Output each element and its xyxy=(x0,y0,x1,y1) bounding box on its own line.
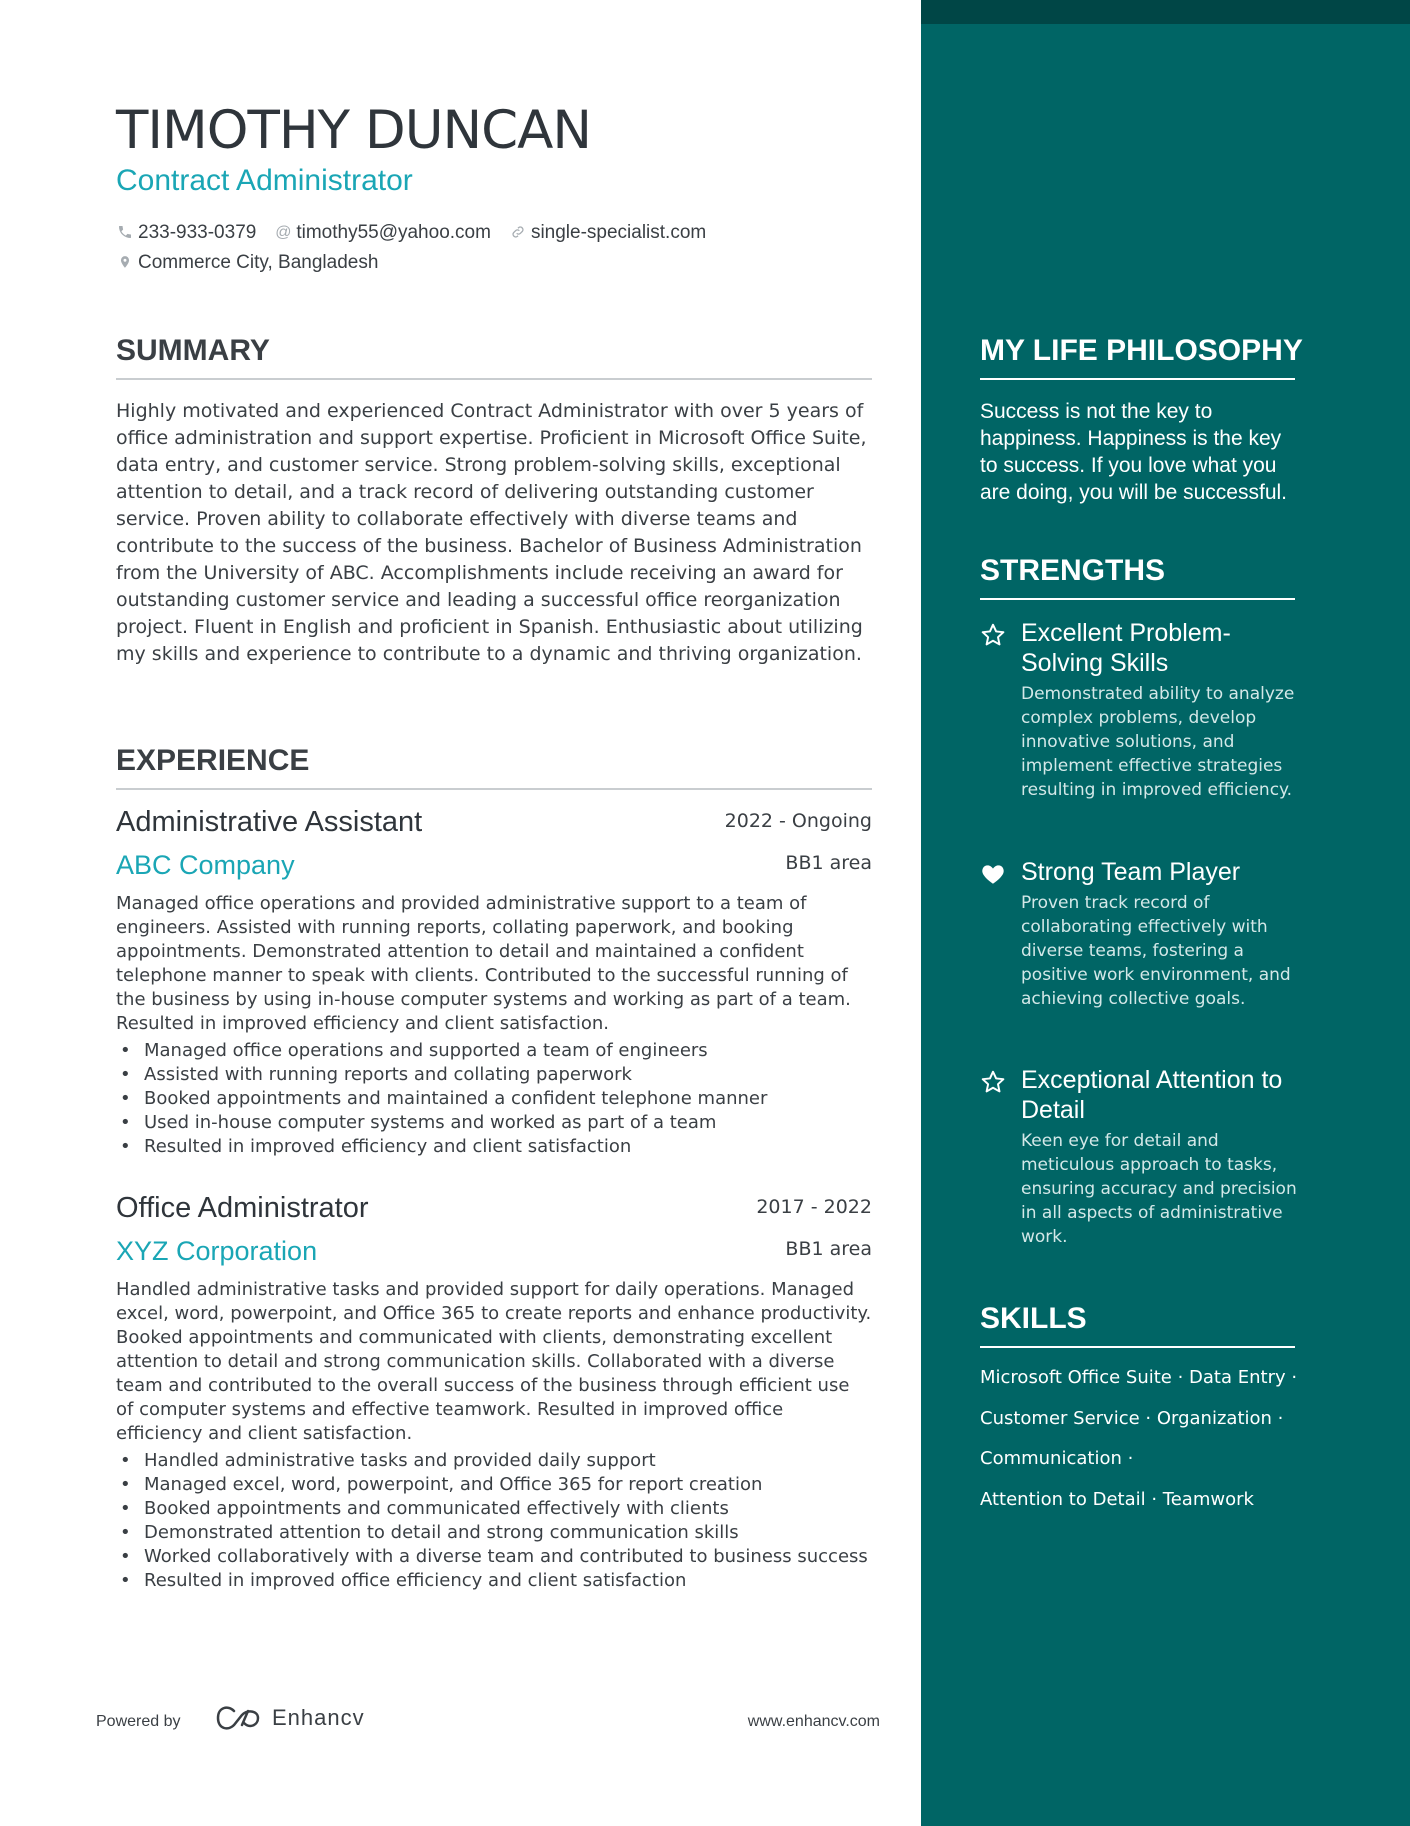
footer xyxy=(96,1705,880,1741)
list-item: • Used in-house computer systems and worked as part of a team xyxy=(116,1111,872,1135)
summary-heading: SUMMARY xyxy=(116,334,872,380)
list-item: • Managed office operations and supported a team of engineers xyxy=(116,1039,872,1063)
job-header xyxy=(116,1192,872,1236)
enhancv-logo-icon xyxy=(214,1705,262,1731)
list-item: • Managed excel, word, powerpoint, and Office 365 for report creation xyxy=(116,1473,872,1497)
job-bullets xyxy=(116,1449,872,1593)
skills-heading: SKILLS xyxy=(980,1302,1295,1348)
location-contact xyxy=(116,252,378,274)
list-item: • Resulted in improved office efficiency and client satisfaction xyxy=(116,1569,872,1593)
contact-row xyxy=(116,248,872,278)
job-subheader xyxy=(116,850,872,890)
phone-contact[interactable] xyxy=(116,222,256,244)
list-item: • Demonstrated attention to detail and strong communication skills xyxy=(116,1521,872,1545)
summary-text: Highly motivated and experienced Contract Administrator with over 5 years of office administration and support expertise. Proficient in Microsoft Office Suite, data entry, and customer service. Strong problem-solving skills, exceptional attention to detail, and a track record of delivering outstanding customer service. Proven ability to collaborate effectively with diverse teams and contribute to the success of the business. Bachelor of Business Administration from the University of ABC. Accomplishments include receiving an award for outstanding customer service and leading a successful office reorganization project. Fluent in English and proficient in Spanish. Enthusiastic about utilizing my skills and experience to contribute to a dynamic and thriving organization. xyxy=(116,400,867,665)
enhancv-logo[interactable] xyxy=(214,1705,365,1731)
website-contact[interactable] xyxy=(509,222,706,244)
skill-line: Attention to Detail · Teamwork xyxy=(980,1488,1254,1510)
phone-icon xyxy=(116,224,134,242)
candidate-name: TIMOTHY DUNCAN xyxy=(116,100,592,161)
strength-description: Demonstrated ability to analyze complex problems, develop innovative solutions, and implement effective strategies resulting in improved efficiency. xyxy=(1021,684,1295,800)
list-item: • Assisted with running reports and collating paperwork xyxy=(116,1063,872,1087)
job-description: Managed office operations and provided administrative support to a team of engineers. Assisted with running reports, collating paperwork, and booking appointments. Demonstrated attention to detail and maintained a confident telephone manner to speak with clients. Contributed to the successful running of the business by using in-house computer systems and working as part of a team. Resulted in improved efficiency and client satisfaction. xyxy=(116,893,851,1034)
job-bullets xyxy=(116,1039,872,1159)
link-icon xyxy=(509,224,527,242)
email-text: timothy55@yahoo.com xyxy=(296,222,491,243)
job-role: Administrative Assistant xyxy=(116,806,423,838)
job-header xyxy=(116,806,872,850)
strength-title: Strong Team Player xyxy=(1021,858,1241,886)
experience-heading: EXPERIENCE xyxy=(116,744,872,790)
heart-icon xyxy=(980,861,1006,887)
list-item: • Booked appointments and maintained a confident telephone manner xyxy=(116,1087,872,1111)
job-entry xyxy=(116,806,872,1159)
star-outline-icon xyxy=(980,1069,1006,1095)
strength-title: Exceptional Attention to Detail xyxy=(1021,1066,1283,1124)
strength-title: Excellent Problem-Solving Skills xyxy=(1021,619,1231,677)
map-pin-icon xyxy=(116,254,134,272)
email-contact[interactable] xyxy=(274,222,491,244)
job-company: XYZ Corporation xyxy=(116,1236,318,1266)
website-text: single-specialist.com xyxy=(530,222,707,243)
strength-description: Proven track record of collaborating effectively with diverse teams, fostering a positive work environment, and achieving collective goals. xyxy=(1021,893,1291,1009)
skill-line: Customer Service · Organization · xyxy=(980,1407,1284,1429)
powered-by-label: Powered by xyxy=(96,1713,181,1730)
strength-item xyxy=(980,857,1300,1011)
job-entry xyxy=(116,1192,872,1593)
job-location: BB1 area xyxy=(785,1238,872,1260)
list-item: • Booked appointments and communicated effectively with clients xyxy=(116,1497,872,1521)
job-company: ABC Company xyxy=(116,850,295,880)
contact-row xyxy=(116,218,872,248)
job-subheader xyxy=(116,1236,872,1276)
philosophy-heading: MY LIFE PHILOSOPHY xyxy=(980,334,1295,380)
strengths-heading: STRENGTHS xyxy=(980,554,1295,600)
strength-item xyxy=(980,1065,1300,1249)
skill-line: Microsoft Office Suite · Data Entry · xyxy=(980,1367,1298,1388)
footer-website-link[interactable]: www.enhancv.com xyxy=(747,1713,880,1730)
star-outline-icon xyxy=(980,622,1006,648)
enhancv-brand-name: Enhancv xyxy=(272,1705,365,1730)
sidebar-top-band xyxy=(921,0,1410,24)
strength-item xyxy=(980,618,1300,802)
location-text: Commerce City, Bangladesh xyxy=(138,252,379,273)
job-role: Office Administrator xyxy=(116,1192,369,1224)
skills-list xyxy=(980,1364,1320,1526)
philosophy-text: Success is not the key to happiness. Happiness is the key to success. If you love what you are doing, you will be successful. xyxy=(980,400,1287,504)
candidate-title: Contract Administrator xyxy=(116,164,413,197)
job-description: Handled administrative tasks and provided support for daily operations. Managed excel, word, powerpoint, and Office 365 to create reports and enhance productivity. Booked appointments and communicated with clients, demonstrating excellent attention to detail and strong communication skills. Collaborated with a diverse team and contributed to the overall success of the business through efficient use of computer systems and effective teamwork. Resulted in improved office efficiency and client satisfaction. xyxy=(116,1279,872,1444)
job-location: BB1 area xyxy=(785,852,872,874)
skill-line: Communication · xyxy=(980,1448,1134,1469)
list-item: • Handled administrative tasks and provided daily support xyxy=(116,1449,872,1473)
list-item: • Resulted in improved efficiency and client satisfaction xyxy=(116,1135,872,1159)
at-sign-icon: @ xyxy=(275,224,292,241)
job-date: 2022 - Ongoing xyxy=(724,810,872,832)
phone-text: 233-933-0379 xyxy=(138,222,257,243)
contact-info xyxy=(116,218,872,278)
strength-description: Keen eye for detail and meticulous approach to tasks, ensuring accuracy and precision in all aspects of administrative work. xyxy=(1021,1131,1297,1247)
list-item: • Worked collaboratively with a diverse team and contributed to business success xyxy=(116,1545,872,1569)
job-date: 2017 - 2022 xyxy=(756,1196,872,1218)
